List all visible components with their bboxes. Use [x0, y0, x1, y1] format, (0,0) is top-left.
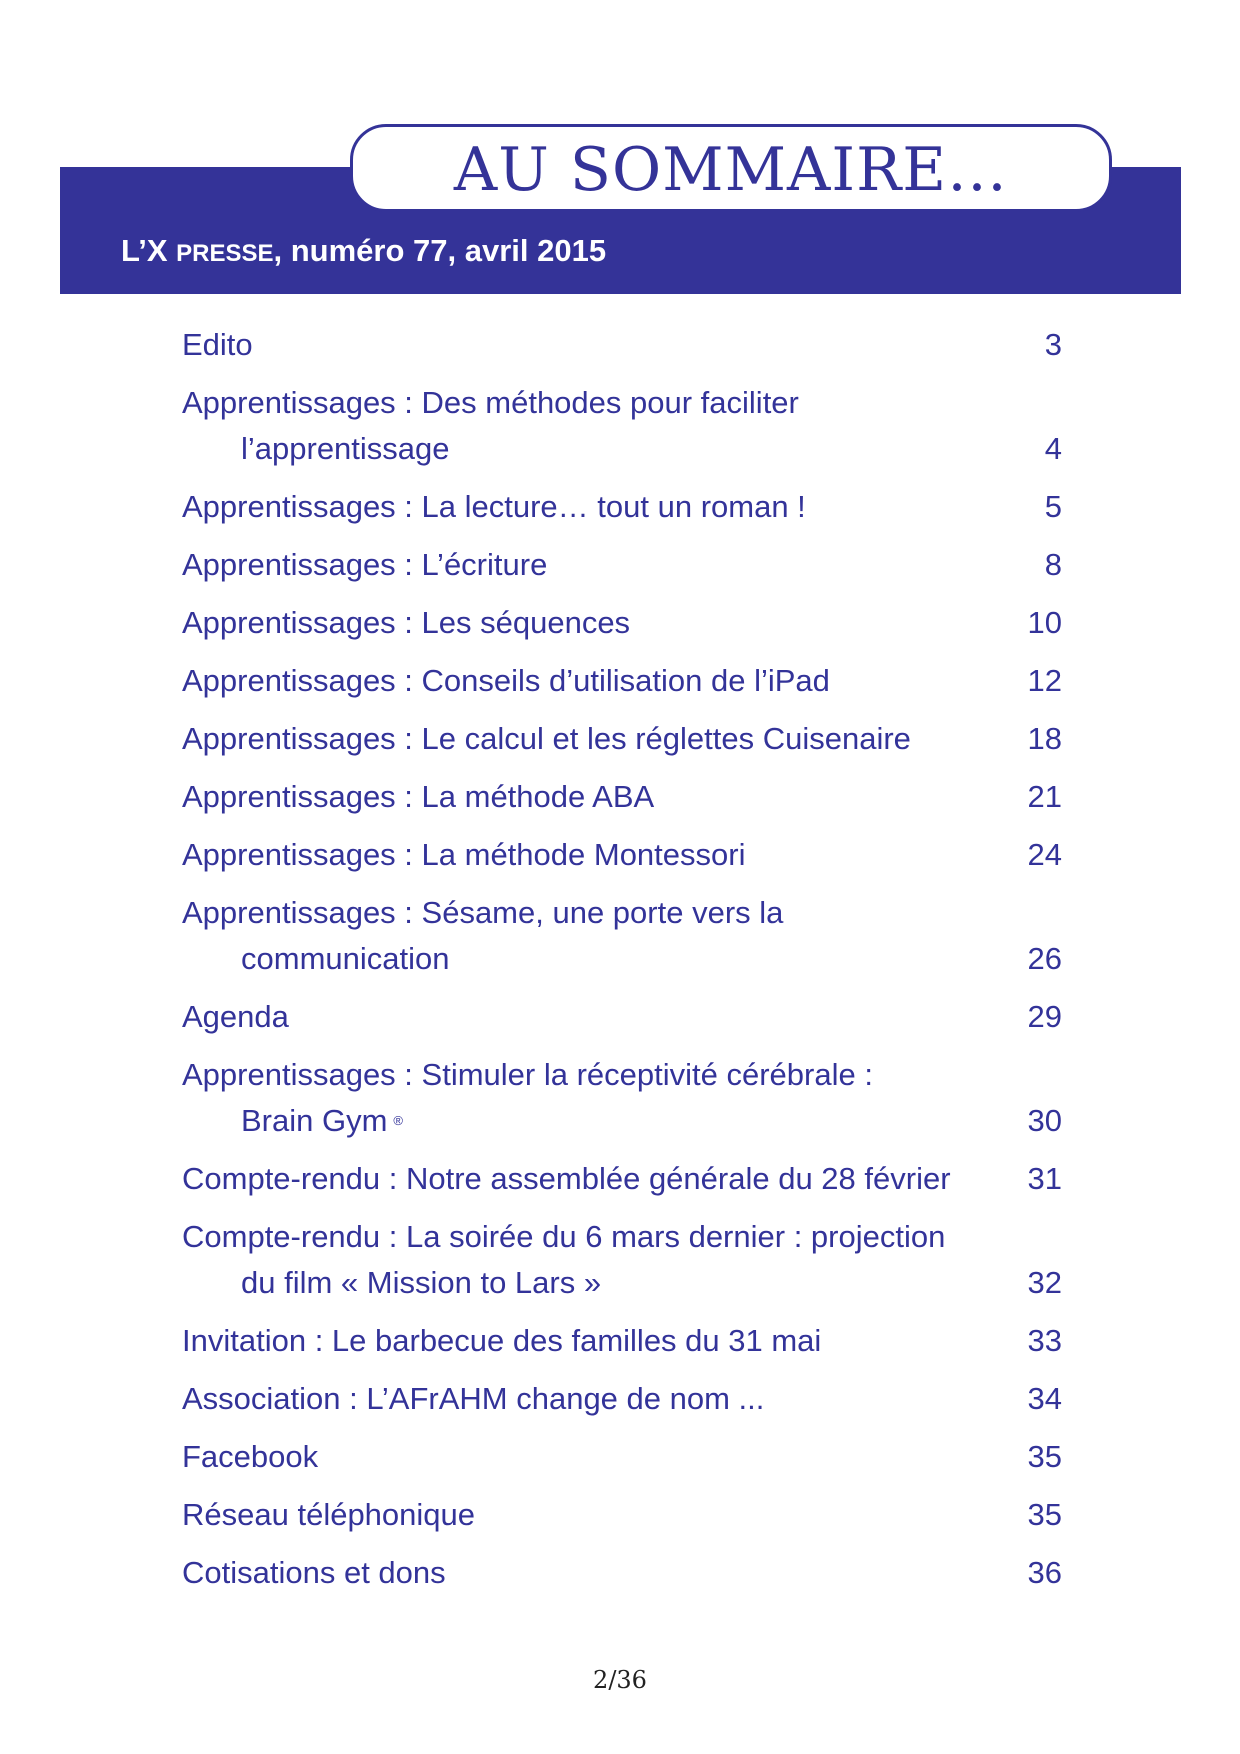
title-box: [350, 124, 1112, 212]
toc-entry-title: Apprentissages : La méthode ABA: [182, 779, 655, 814]
toc-entry-title: Apprentissages : Stimuler la réceptivité cérébrale :: [182, 1057, 873, 1092]
registered-mark: ®: [393, 1113, 404, 1128]
toc-entry-title-continued: [182, 1260, 1002, 1306]
toc-entry-title: Facebook: [182, 1439, 319, 1474]
toc-entry-title-continued: [182, 1098, 1002, 1144]
toc-entry[interactable]: [182, 1376, 1062, 1422]
toc-entry-page: 5: [1044, 489, 1062, 524]
toc-entry[interactable]: [182, 1434, 1062, 1480]
subtitle-smallcaps: PRESSE: [176, 240, 274, 267]
toc-entry[interactable]: [182, 658, 1062, 704]
toc-entry-page: 3: [1044, 327, 1062, 362]
toc-entry-title-continued-text: Brain Gym: [241, 1103, 388, 1138]
toc-entry[interactable]: [182, 890, 1062, 982]
toc-entry[interactable]: [182, 542, 1062, 588]
toc-entry-page: 26: [1027, 941, 1062, 976]
toc-entry-page: 33: [1027, 1323, 1062, 1358]
toc-entry[interactable]: [182, 1318, 1062, 1364]
toc-entry-title: Cotisations et dons: [182, 1555, 446, 1590]
toc-entry-page: 18: [1027, 721, 1062, 756]
toc-entry[interactable]: [182, 774, 1062, 820]
toc-entry-title-continued: [182, 936, 1002, 982]
toc-entry-page: 4: [1044, 431, 1062, 466]
toc-entry-title: Apprentissages : Les séquences: [182, 605, 631, 640]
toc-entry[interactable]: [182, 322, 1062, 368]
toc-entry-page: 8: [1044, 547, 1062, 582]
issue-subtitle: [121, 232, 606, 273]
toc-entry-page: 34: [1027, 1381, 1062, 1416]
page-title: AU SOMMAIRE…: [453, 135, 1009, 205]
toc-entry[interactable]: [182, 1156, 1062, 1202]
toc-entry-page: 32: [1027, 1265, 1062, 1300]
toc-entry-title: Association : L’AFrAHM change de nom ...: [182, 1381, 765, 1416]
toc-entry-title: Apprentissages : Conseils d’utilisation de l’iPad: [182, 663, 830, 698]
subtitle-part1: L’X: [121, 233, 177, 268]
toc-entry[interactable]: [182, 1550, 1062, 1596]
toc-entry-title: Agenda: [182, 999, 289, 1034]
toc-entry[interactable]: [182, 1492, 1062, 1538]
toc-entry-page: 35: [1027, 1497, 1062, 1532]
toc-entry[interactable]: [182, 832, 1062, 878]
toc-entry-title: Apprentissages : Des méthodes pour faciliter: [182, 385, 799, 420]
toc-entry-title-continued: [182, 426, 1002, 472]
toc-entry[interactable]: [182, 1052, 1062, 1144]
toc-entry-page: 21: [1027, 779, 1062, 814]
toc-entry-title: Edito: [182, 327, 253, 362]
toc-entry-title-continued-text: communication: [241, 941, 450, 976]
toc-entry-title: Compte-rendu : La soirée du 6 mars dernier : projection: [182, 1219, 946, 1254]
toc-entry-title: Apprentissages : La méthode Montessori: [182, 837, 746, 872]
toc-entry[interactable]: [182, 380, 1062, 472]
toc-entry-page: 30: [1027, 1103, 1062, 1138]
toc-entry-title: Réseau téléphonique: [182, 1497, 476, 1532]
toc-entry[interactable]: [182, 484, 1062, 530]
toc-entry-title: Apprentissages : Sésame, une porte vers la: [182, 895, 784, 930]
toc-entry-page: 10: [1027, 605, 1062, 640]
toc-entry-page: 36: [1027, 1555, 1062, 1590]
toc-entry-title: Apprentissages : La lecture… tout un roman !: [182, 489, 806, 524]
toc-entry[interactable]: [182, 994, 1062, 1040]
toc-entry-title: Compte-rendu : Notre assemblée générale du 28 février: [182, 1161, 951, 1196]
toc-entry-page: 29: [1027, 999, 1062, 1034]
toc-entry-title-continued-text: du film « Mission to Lars »: [241, 1265, 602, 1300]
table-of-contents: [182, 322, 1062, 1608]
toc-entry-title: Apprentissages : L’écriture: [182, 547, 548, 582]
toc-entry-page: 24: [1027, 837, 1062, 872]
toc-entry-page: 31: [1027, 1161, 1062, 1196]
toc-entry-page: 35: [1027, 1439, 1062, 1474]
page-number: 2/36: [593, 1666, 647, 1694]
toc-entry[interactable]: [182, 600, 1062, 646]
toc-entry[interactable]: [182, 716, 1062, 762]
toc-entry-title: Apprentissages : Le calcul et les réglettes Cuisenaire: [182, 721, 911, 756]
subtitle-part2: , numéro 77, avril 2015: [273, 233, 607, 268]
toc-entry-title: Invitation : Le barbecue des familles du 31 mai: [182, 1323, 822, 1358]
toc-entry-title-continued-text: l’apprentissage: [241, 431, 450, 466]
toc-entry[interactable]: [182, 1214, 1062, 1306]
toc-entry-page: 12: [1027, 663, 1062, 698]
